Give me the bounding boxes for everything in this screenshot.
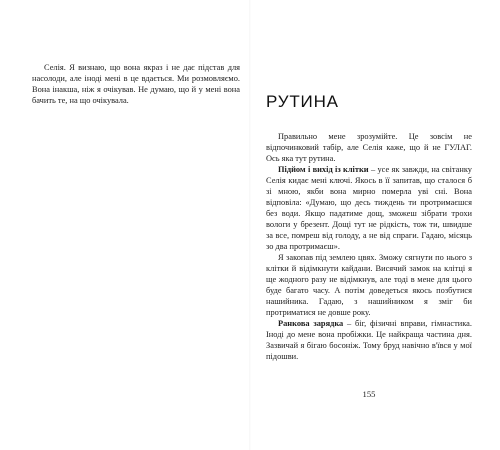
- section-heading-wake-up: Підйом і вихід із клітки: [278, 165, 369, 174]
- page-number: 155: [362, 389, 376, 399]
- left-page: [32, 62, 240, 106]
- section-text-wake-up: – усе як завжди, на світанку Селія кидає мені ключі. Якось в її запитав, що сталося б зі мною, якби вона мирно померла уві сні. Вона відповіла: «Думаю, що десь тиждень ти протримаєшся без води. Якщо падатиме дощ, зможеш зібрати трохи вологи у брезент. Дощі тут не рідкість, тож ти, швидше за все, помреш від голоду, а не від спраги. Гадаю, місяць зо два протримаєш».: [266, 165, 472, 251]
- intro-paragraph: Правильно мене зрозумійте. Це зовсім не відпочинковий табір, але Селія каже, що й не ГУЛАГ. Ось яка тут рутина.: [266, 132, 472, 163]
- left-page-paragraph: Селія. Я визнаю, що вона якраз і не дає підстав для насолоди, але іноді мені в це вдається. Ми розмовляємо. Вона інакша, ніж я очікував. Не думаю, що й у мені вона бачить те, на що очікувала.: [32, 63, 240, 105]
- right-page: [266, 0, 472, 450]
- section-paragraph-wake-up: [266, 164, 472, 252]
- section-text-morning-exercise: – біг, фізичні вправи, гімнастика. Іноді до мене вона пробіжки. Це найкраща частина дня. Зазвичай я бігаю босоніж. Тому бруд навічно в'ївся у мої підошви.: [266, 319, 472, 361]
- section-paragraph-morning-exercise: [266, 318, 472, 362]
- page-gutter: [249, 0, 251, 450]
- right-page-body: [266, 131, 472, 362]
- chapter-title: РУТИНА: [266, 92, 339, 111]
- section-heading-morning-exercise: Ранкова зарядка: [278, 319, 344, 328]
- nail-paragraph: Я закопав під землею цвях. Зможу сягнути по нього з клітки й відімкнути кайдани. Висячий замок на клітці я ще жодного разу не відімкнув, але тоді в мене для цього буде багато часу. А потім доведеться якось позбутися нашийника. Гадаю, з нашийником я зміг би протриматися не довше року.: [266, 253, 472, 317]
